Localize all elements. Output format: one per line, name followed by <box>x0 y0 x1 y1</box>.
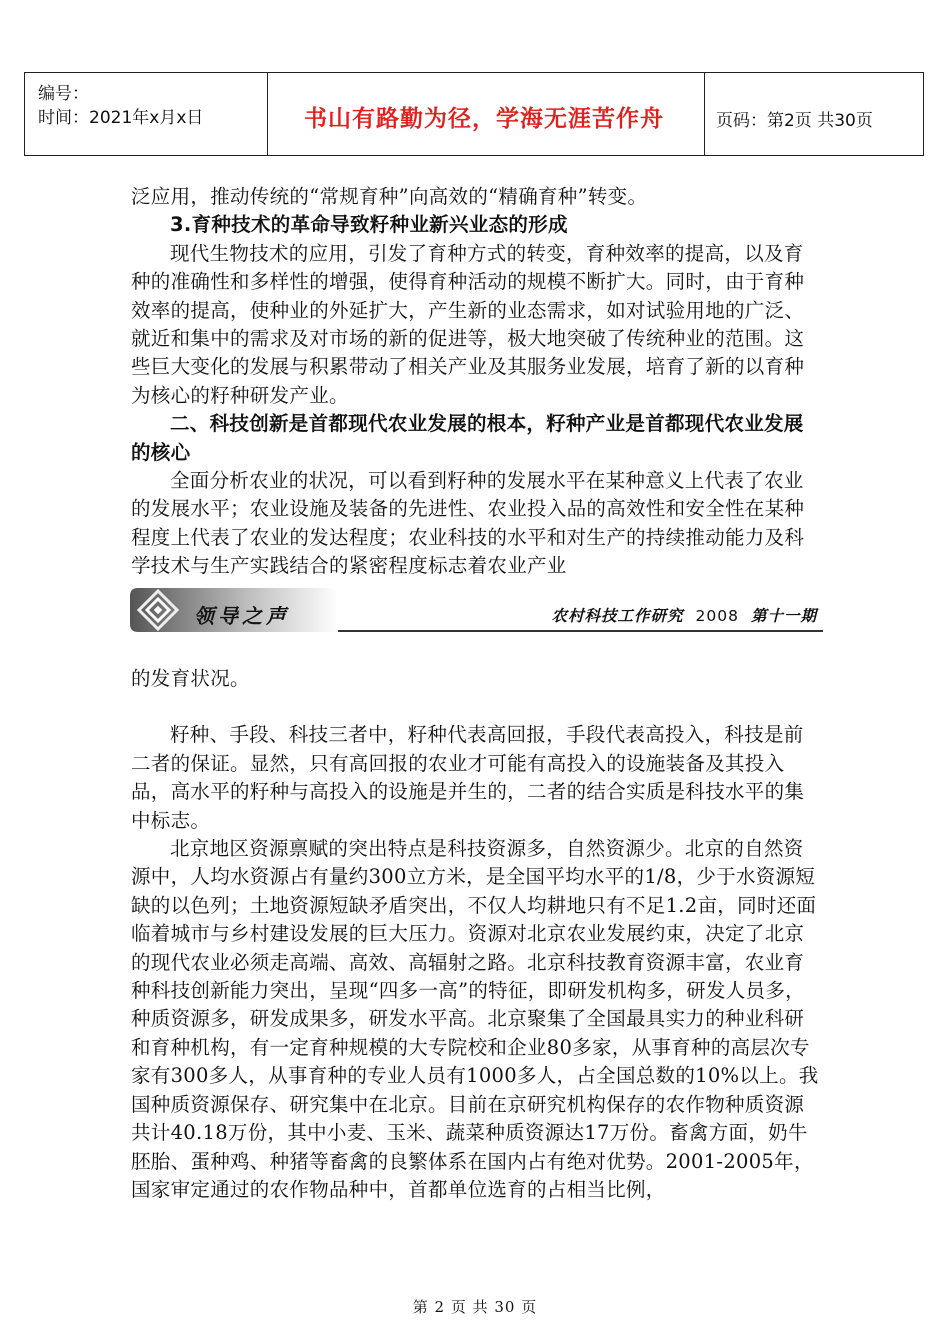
document-header <box>24 72 924 156</box>
paragraph: 现代生物技术的应用，引发了育种方式的转变，育种效率的提高，以及育种的准确性和多样性的增强，使得育种活动的规模不断扩大。同时，由于育种效率的提高，使种业的外延扩大，产生新的业态需求，如对试验用地的广泛、就近和集中的需求及对市场的新的促进等，极大地突破了传统种业的范围。这些巨大变化的发展与积累带动了相关产业及其服务业发展，培育了新的以育种为核心的籽种研发产业。 <box>131 241 805 407</box>
header-page-label: 页码：第2页 共30页 <box>716 111 873 131</box>
journal-issue: 第十一期 <box>750 606 817 625</box>
journal-banner <box>128 582 823 640</box>
section-heading: 二、科技创新是首都现代农业发展的根本，籽种产业是首都现代农业发展的核心 <box>131 412 804 464</box>
spacer <box>131 693 821 721</box>
paragraph: 北京地区资源禀赋的突出特点是科技资源多，自然资源少。北京的自然资源中，人均水资源占有量约300立方米，是全国平均水平的1/8，少于水资源短缺的以色列；土地资源短缺矛盾突出，不仅人均耕地只有不足1.2亩，同时还面临着城市与乡村建设发展的巨大压力。资源对北京农业发展约束，决定了北京的现代农业必须走高端、高效、高辐射之路。北京科技教育资源丰富，农业育种科技创新能力突出，呈现“四多一高”的特征，即研发机构多，研发人员多，种质资源多，研发成果多，研发水平高。北京聚集了全国最具实力的种业科研和育种机构，有一定育种规模的大专院校和企业80多家，从事育种的高层次专家有300多人，从事育种的专业人员有1000多人，占全国总数的10%以上。我国种质资源保存、研究集中在北京。目前在京研究机构保存的农作物种质资源共计40.18万份，其中小麦、玉米、蔬菜种质资源达17万份。畜禽方面，奶牛胚胎、蛋种鸡、种猪等畜禽的良繁体系在国内占有绝对优势。2001-2005年，国家审定通过的农作物品种中，首都单位选育的占相当比例， <box>131 837 819 1201</box>
header-divider <box>923 73 924 155</box>
lower-text-block <box>131 665 821 1204</box>
header-motto: 书山有路勤为径，学海无涯苦作舟 <box>304 106 664 132</box>
section-heading: 3.育种技术的革命导致籽种业新兴业态的形成 <box>170 213 568 237</box>
banner-rule <box>338 630 823 632</box>
paragraph: 籽种、手段、科技三者中，籽种代表高回报，手段代表高投入，科技是前二者的保证。显然，只有高回报的农业才可能有高投入的设施装备及其投入品，高水平的籽种与高投入的设施是并生的，二者的结合实质是科技水平的集中标志。 <box>131 723 805 832</box>
upper-text-block <box>131 183 821 581</box>
paragraph: 全面分析农业的状况，可以看到籽种的发展水平在某种意义上代表了农业的发展水平；农业设施及装备的先进性、农业投入品的高效性和安全性在某种程度上代表了农业的发达程度；农业科技的水平和对生产的持续推动能力及科学技术与生产实践结合的紧密程度标志着农业产业 <box>131 469 805 578</box>
doc-number-label: 编号： <box>38 84 89 104</box>
page-footer: 第 2 页 共 30 页 <box>412 1298 538 1316</box>
paragraph-continuation: 的发育状况。 <box>131 667 250 690</box>
banner-journal-info <box>540 604 817 626</box>
header-divider <box>24 73 25 155</box>
paragraph-continuation: 泛应用，推动传统的“常规育种”向高效的“精确育种”转变。 <box>131 185 648 208</box>
header-divider <box>704 73 705 155</box>
journal-name: 农村科技工作研究 <box>551 606 684 625</box>
banner-section-title: 领导之声 <box>194 604 290 628</box>
doc-date-label: 时间：2021年x月x日 <box>38 108 204 128</box>
journal-year: 2008 <box>695 607 739 625</box>
